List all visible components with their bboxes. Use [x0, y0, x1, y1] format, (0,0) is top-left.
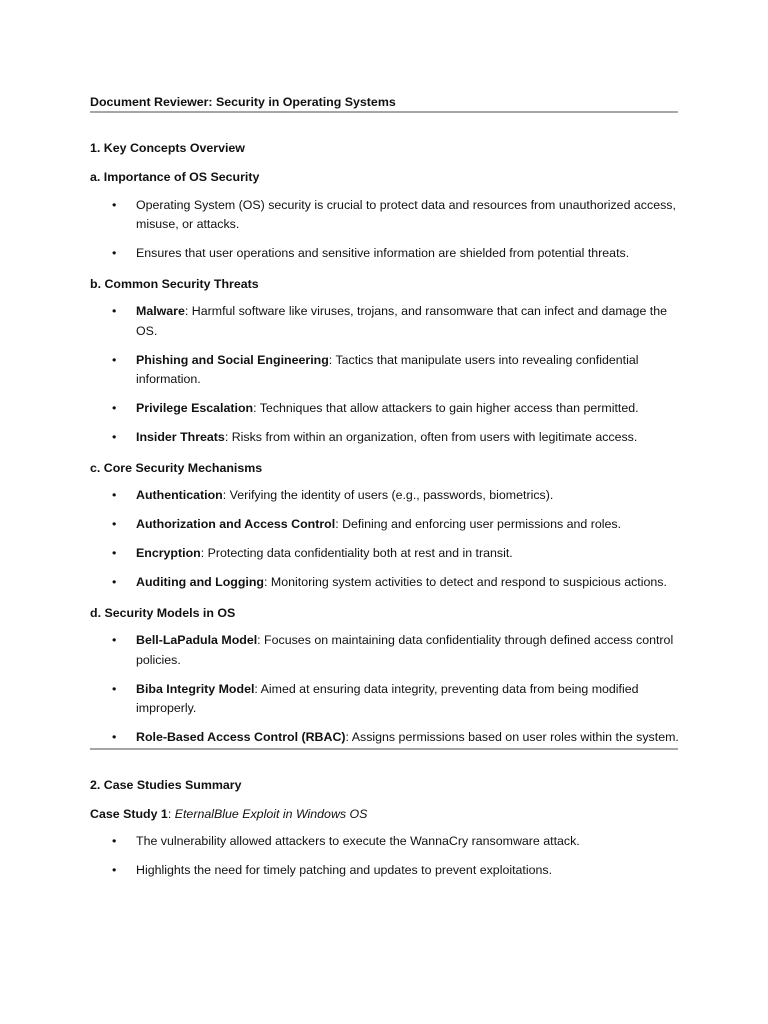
- bullet-icon: •: [112, 304, 117, 318]
- list-item: [90, 515, 680, 535]
- item-term: Phishing and Social Engineering: [136, 352, 329, 367]
- subsection-c-heading: c. Core Security Mechanisms: [90, 460, 263, 475]
- item-text: Operating System (OS) security is crucial to protect data and resources from unauthorized access, misuse, or attacks.: [136, 197, 676, 231]
- item-text: Highlights the need for timely patching and updates to prevent exploitations.: [136, 863, 553, 877]
- subsection-b-heading: b. Common Security Threats: [90, 276, 259, 291]
- item-text: : Focuses on maintaining data confidentiality through defined access control policies.: [136, 633, 674, 667]
- item-term: Auditing and Logging: [136, 575, 265, 589]
- item-text: Ensures that user operations and sensitive information are shielded from potential threats.: [136, 246, 630, 260]
- subsection-b-list: [90, 302, 680, 448]
- section-2-title: 2. Case Studies Summary: [90, 777, 242, 792]
- item-term: Insider Threats: [136, 430, 225, 444]
- title-divider: [90, 111, 678, 113]
- section-divider: [90, 748, 678, 750]
- list-item: [90, 544, 680, 564]
- item-text: The vulnerability allowed attackers to execute the WannaCry ransomware attack.: [136, 834, 580, 848]
- subsection-c-list: [90, 486, 680, 593]
- item-text: : Harmful software like viruses, trojans, and ransomware that can infect and damage the OS.: [136, 304, 667, 338]
- item-text: : Monitoring system activities to detect and respond to suspicious actions.: [264, 575, 667, 589]
- bullet-icon: •: [112, 730, 117, 744]
- list-item: [90, 302, 680, 341]
- list-item: [90, 631, 680, 670]
- item-text: : Protecting data confidentiality both at rest and in transit.: [200, 546, 513, 560]
- item-text: : Aimed at ensuring data integrity, preventing data from being modified improperly.: [136, 681, 639, 715]
- subsection-a-heading: a. Importance of OS Security: [90, 170, 260, 184]
- document-title: Document Reviewer: Security in Operating Systems: [90, 95, 396, 109]
- subsection-a-list: [90, 196, 680, 264]
- list-item: [90, 728, 680, 748]
- bullet-icon: •: [112, 401, 117, 415]
- item-text: : Risks from within an organization, often from users with legitimate access.: [224, 430, 638, 444]
- bullet-icon: •: [112, 488, 117, 502]
- bullet-icon: •: [112, 517, 117, 531]
- item-term: Authorization and Access Control: [136, 517, 336, 531]
- list-item: [90, 244, 680, 264]
- case-study-1-heading: [90, 805, 680, 823]
- subsection-d-list: [90, 631, 680, 748]
- bullet-icon: •: [112, 430, 117, 444]
- list-item: [90, 486, 680, 506]
- item-term: Biba Integrity Model: [136, 681, 255, 696]
- case-study-1-list: [90, 832, 680, 881]
- item-text: : Assigns permissions based on user roles within the system.: [345, 730, 679, 744]
- bullet-icon: •: [112, 546, 117, 560]
- bullet-icon: •: [112, 863, 117, 877]
- item-term: Authentication: [136, 488, 223, 502]
- list-item: [90, 196, 680, 235]
- list-item: [90, 573, 680, 593]
- bullet-icon: •: [112, 575, 117, 589]
- item-text: : Defining and enforcing user permissions and roles.: [335, 517, 622, 531]
- item-term: Malware: [136, 304, 185, 318]
- bullet-icon: •: [112, 197, 117, 212]
- list-item: [90, 399, 680, 419]
- document-body: [90, 93, 680, 881]
- list-item: [90, 680, 680, 719]
- bullet-icon: •: [112, 352, 117, 367]
- item-term: Role-Based Access Control (RBAC): [136, 730, 346, 744]
- list-item: [90, 428, 680, 448]
- list-item: [90, 351, 680, 390]
- item-text: : Techniques that allow attackers to gain higher access than permitted.: [253, 401, 639, 415]
- item-term: Privilege Escalation: [136, 401, 254, 415]
- item-term: Bell-LaPadula Model: [136, 633, 258, 647]
- list-item: [90, 861, 680, 881]
- item-term: Encryption: [136, 546, 201, 560]
- case-study-name: EternalBlue Exploit in Windows OS: [174, 806, 368, 821]
- list-item: [90, 832, 680, 852]
- item-text: : Tactics that manipulate users into revealing confidential information.: [136, 352, 639, 386]
- subsection-d-heading: d. Security Models in OS: [90, 605, 236, 620]
- section-1-title: 1. Key Concepts Overview: [90, 141, 245, 155]
- item-text: : Verifying the identity of users (e.g., passwords, biometrics).: [222, 488, 554, 502]
- case-study-label: Case Study 1: [90, 806, 168, 821]
- bullet-icon: •: [112, 633, 117, 647]
- bullet-icon: •: [112, 246, 117, 260]
- bullet-icon: •: [112, 834, 117, 848]
- case-study-separator: :: [167, 806, 175, 821]
- bullet-icon: •: [112, 681, 117, 696]
